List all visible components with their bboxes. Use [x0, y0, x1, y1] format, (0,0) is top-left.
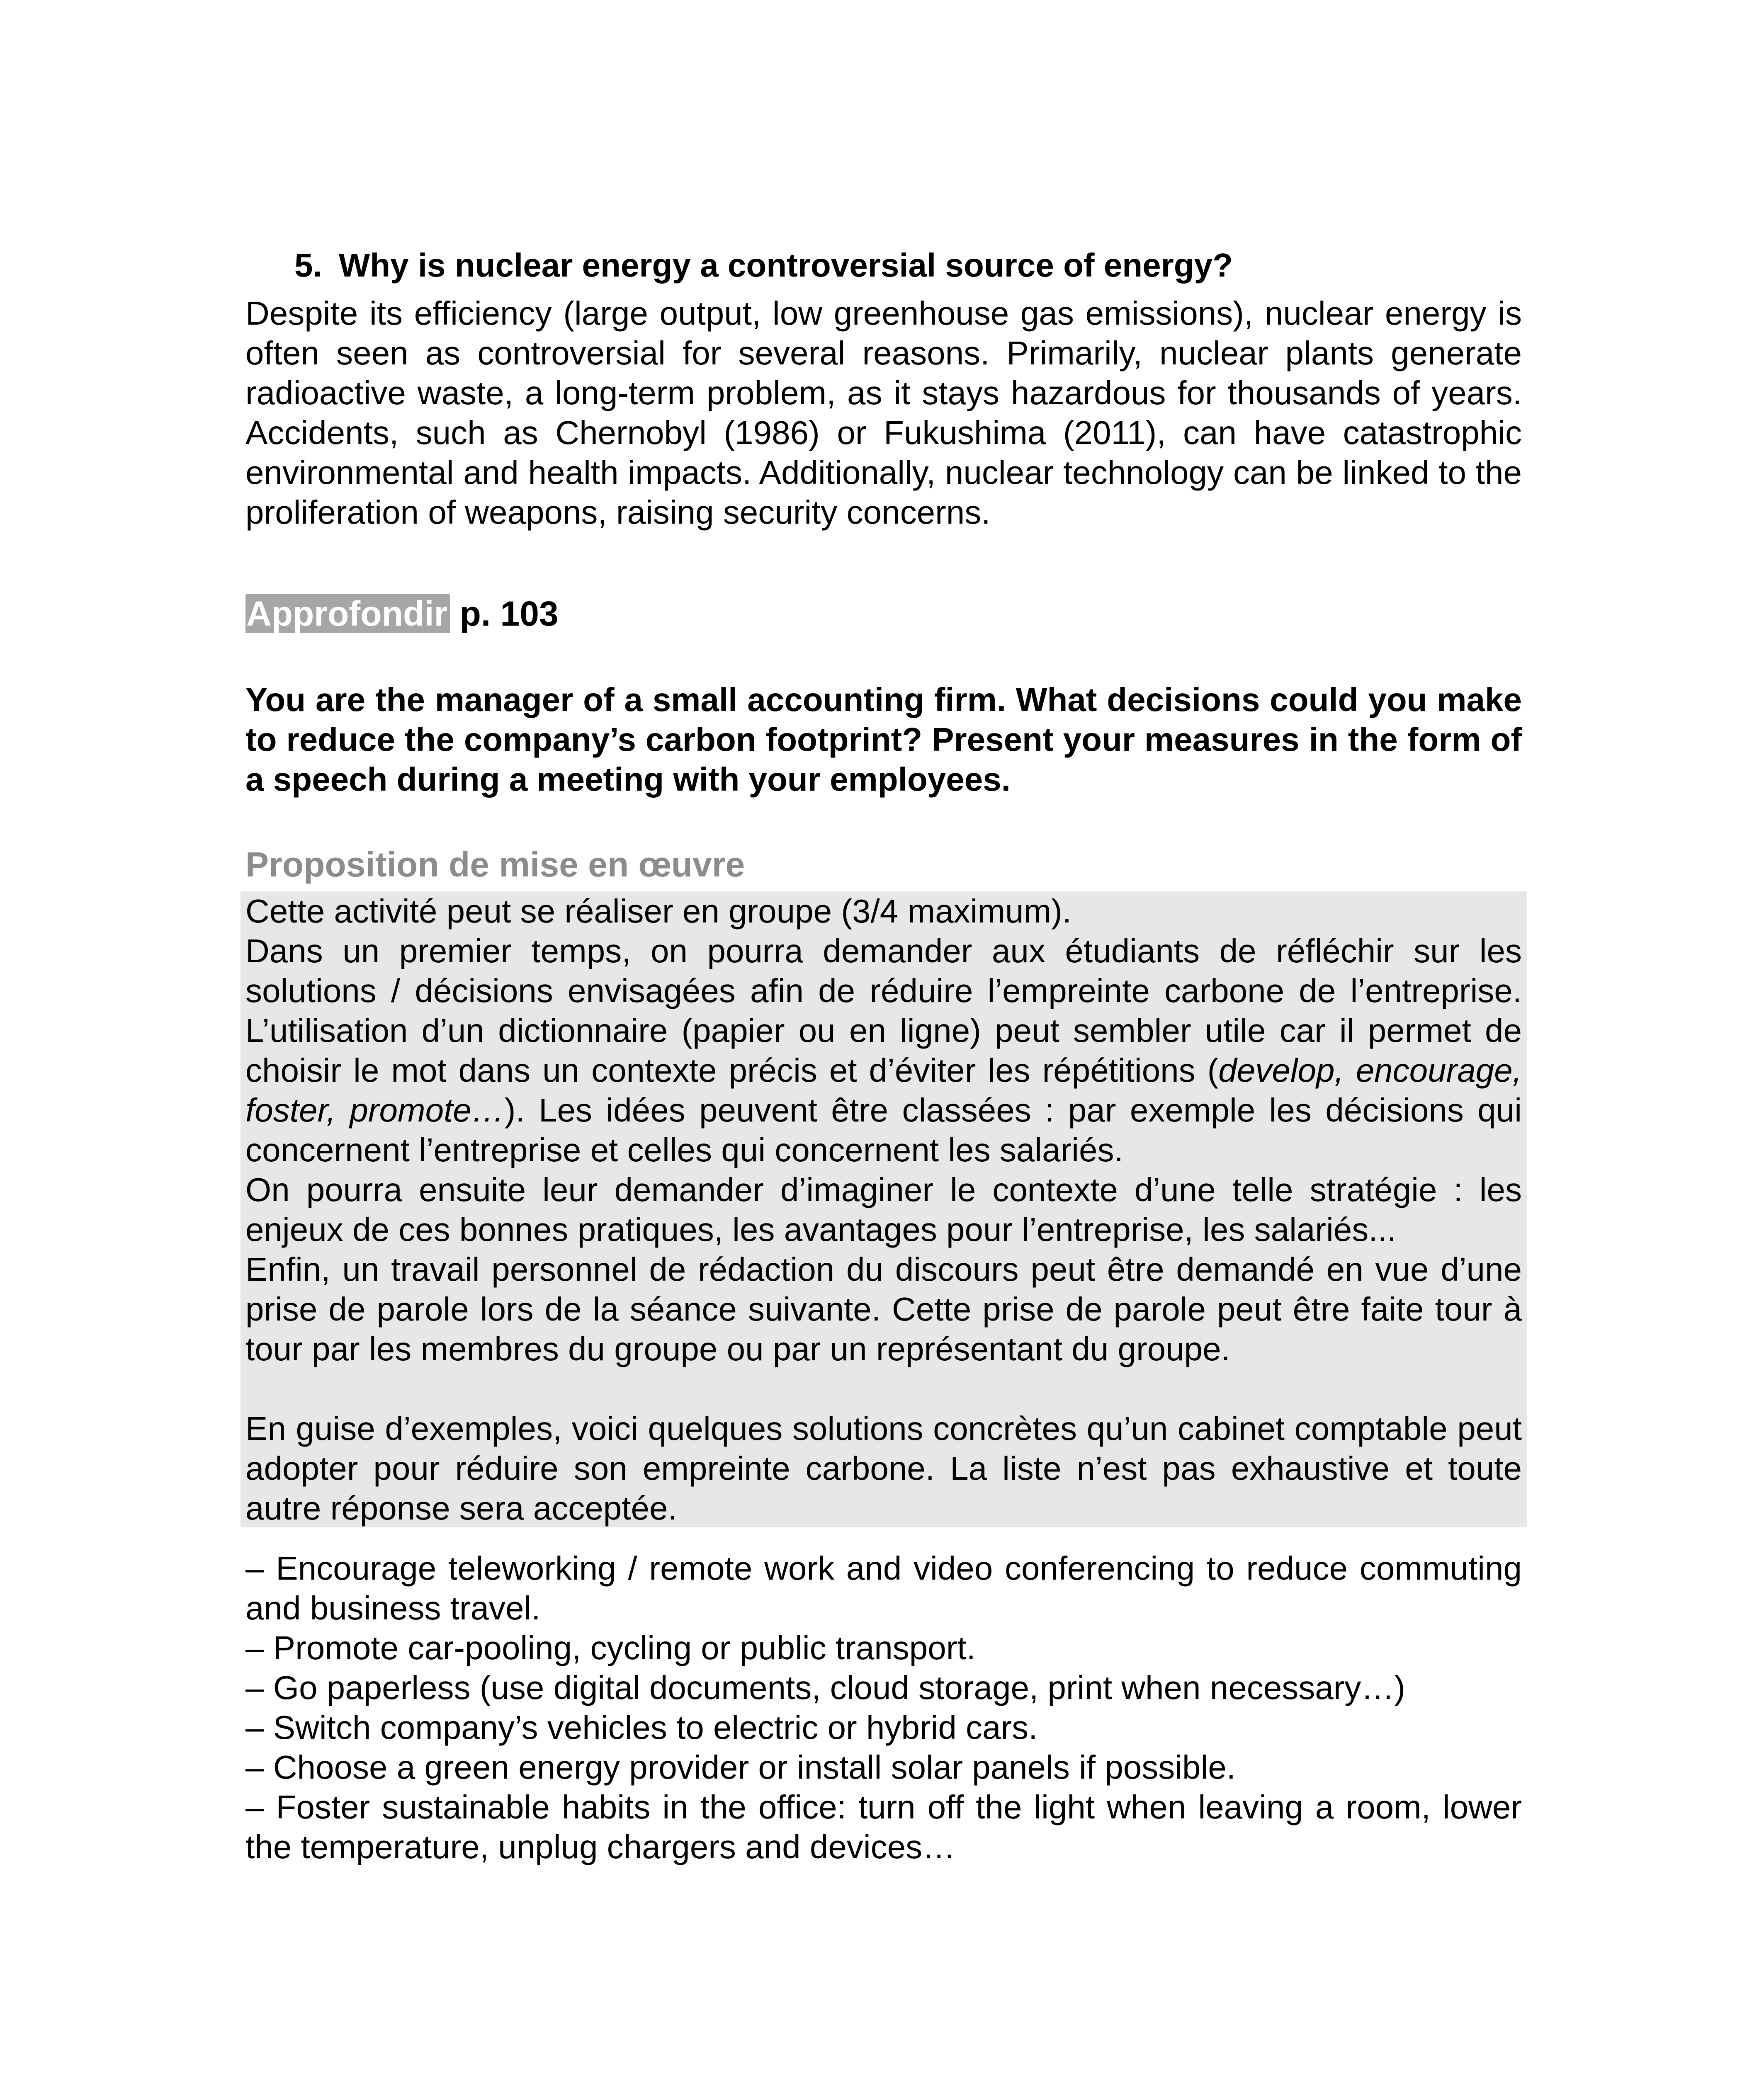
- proposal-heading: Proposition de mise en œuvre: [245, 845, 745, 884]
- proposal-verbs-italic: develop, encourage, foster, promote…: [245, 1052, 1522, 1129]
- question-heading: [294, 245, 1233, 286]
- proposal-paragraph-3: On pourra ensuite leur demander d’imaginer le contexte d’une telle stratégie : les enjeux de ces bonnes pratiques, les avantages pour l’entreprise, les salariés...: [245, 1171, 1522, 1248]
- section-tag: Approfondir: [245, 594, 450, 633]
- list-item: – Choose a green energy provider or install solar panels if possible.: [245, 1749, 1236, 1786]
- task-statement: You are the manager of a small accounting firm. What decisions could you make to reduce the company’s carbon footprint? Present your measures in the form of a speech during a meeting with your employees.: [245, 681, 1522, 798]
- list-item: – Encourage teleworking / remote work and video conferencing to reduce commuting and business travel.: [245, 1550, 1522, 1626]
- list-item: – Go paperless (use digital documents, cloud storage, print when necessary…): [245, 1669, 1405, 1706]
- proposal-paragraph-1: Cette activité peut se réaliser en groupe (3/4 maximum).: [245, 893, 1072, 930]
- question-answer: Despite its efficiency (large output, low greenhouse gas emissions), nuclear energy is often seen as controversial for several reasons. Primarily, nuclear plants generate radioactive waste, a long-term problem, as it stays hazardous for thousands of years. Accidents, such as Chernobyl (1986) or Fukushima (2011), can have catastrophic environmental and health impacts. Additionally, nuclear technology can be linked to the proliferation of weapons, raising security concerns.: [245, 295, 1522, 531]
- proposal-paragraph-2: [245, 931, 1522, 1170]
- proposal-text: [245, 891, 1522, 1528]
- question-text: Why is nuclear energy a controversial source of energy?: [338, 247, 1233, 284]
- list-item: – Switch company’s vehicles to electric or hybrid cars.: [245, 1709, 1038, 1746]
- proposal-paragraph-2-start: Dans un premier temps, on pourra demander aux étudiants de réfléchir sur les solutions / décisions envisagées afin de réduire l’empreinte carbone de l’entreprise. L’utilisation d’un dictionnaire (papier ou en ligne) peut sembler utile car il permet de choisir le mot dans un contexte précis et d’éviter les répétitions (: [245, 932, 1522, 1089]
- section-page-ref: p. 103: [459, 594, 559, 633]
- proposal-paragraph-4: Enfin, un travail personnel de rédaction du discours peut être demandé en vue d’une prise de parole lors de la séance suivante. Cette prise de parole peut être faite tour à tour par les membres du groupe ou par un représentant du groupe.: [245, 1251, 1522, 1367]
- question-number: 5.: [294, 247, 322, 284]
- paragraph-gap: [245, 1369, 1522, 1409]
- list-item: – Foster sustainable habits in the office: turn off the light when leaving a room, lower the temperature, unplug chargers and devices…: [245, 1789, 1522, 1865]
- proposal-paragraph-5: En guise d’exemples, voici quelques solutions concrètes qu’un cabinet comptable peut adopter pour réduire son empreinte carbone. La liste n’est pas exhaustive et toute autre réponse sera acceptée.: [245, 1410, 1522, 1527]
- list-item: – Promote car-pooling, cycling or public transport.: [245, 1629, 976, 1666]
- proposal-paragraph-2-end: ). Les idées peuvent être classées : par exemple les décisions qui concernent l’entreprise et celles qui concernent les salariés.: [245, 1092, 1522, 1168]
- measures-list: [245, 1549, 1522, 1867]
- section-heading: [245, 591, 559, 636]
